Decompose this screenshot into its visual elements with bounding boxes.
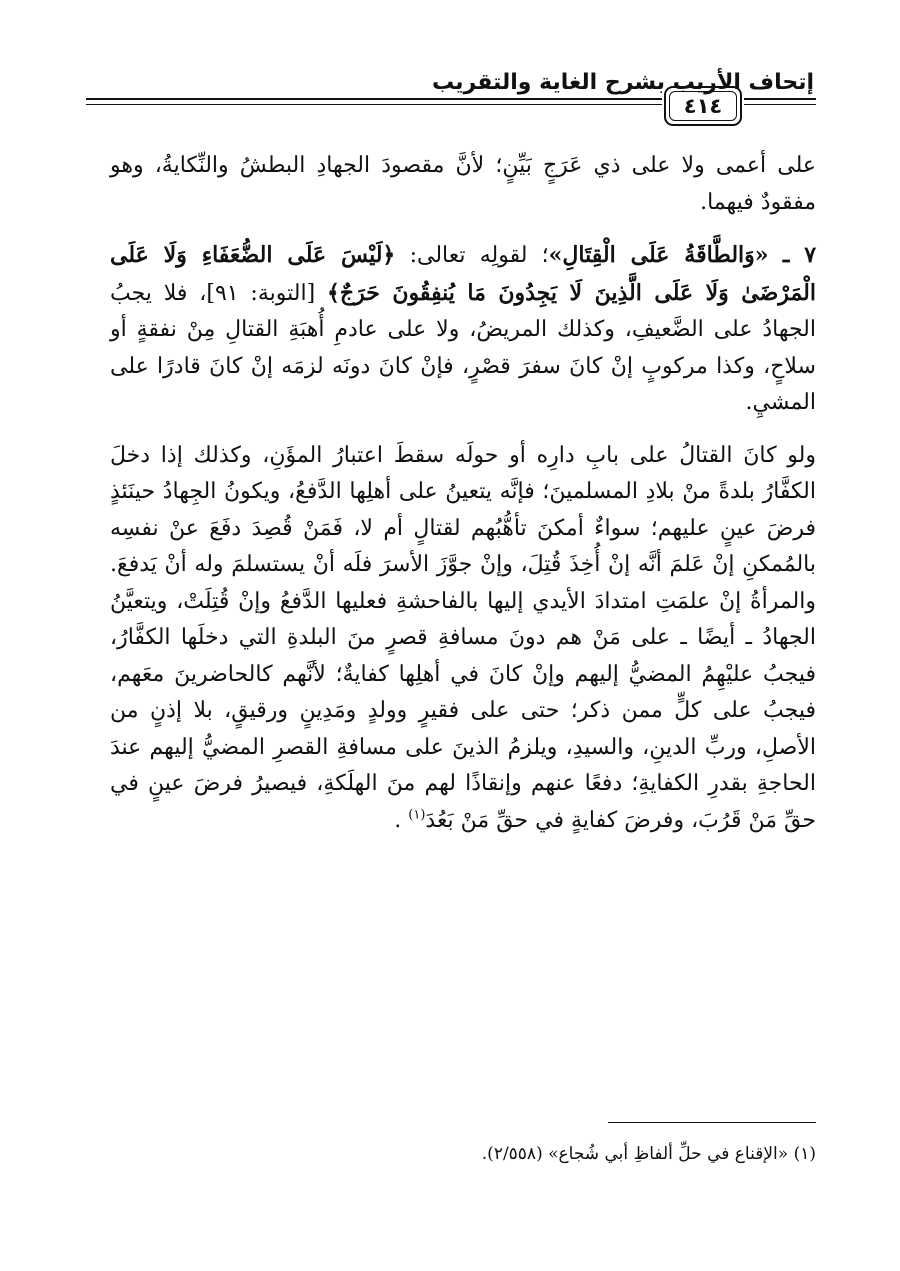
header-rule-right-thin [744, 104, 816, 105]
header-rule-left [86, 98, 662, 100]
paragraph-2 [110, 237, 816, 422]
paragraph-3-end: . [394, 807, 409, 833]
quran-verse: ﴿لَيْسَ عَلَى الضُّعَفَاءِ وَلَا عَلَى الْمَرْضَىٰ وَلَا عَلَى الَّذِينَ لَا يَجِدُونَ مَا يُنفِقُونَ حَرَجٌ﴾ [110, 242, 816, 306]
footnote-reference: (١) [408, 807, 426, 823]
item-heading: «وَالطَّاقَةُ عَلَى الْقِتَالِ» [548, 242, 769, 268]
paragraph-3 [110, 438, 816, 840]
paragraph-1: على أعمى ولا على ذي عَرَجٍ بَيِّنٍ؛ لأنَّ مقصودَ الجهادِ البطشُ والنِّكايةُ، وهو مفقودٌ فيهما. [110, 153, 816, 215]
header-rule-left-thin [86, 104, 662, 105]
page-number-box [664, 86, 742, 126]
item-explanation: [التوبة: ٩١]، فلا يجبُ الجهادُ على الضَّعيفِ، وكذلك المريضُ، ولا على عادمِ أُهبَةِ القتالِ مِنْ نفقةٍ أو سلاحٍ، وكذا مركوبٍ إنْ كانَ سفرَ قصْرٍ، فإنْ كانَ دونَه لزمَه إنْ كانَ قادرًا على المشيِ. [110, 280, 816, 415]
footnote: (١) «الإقناع في حلِّ ألفاظِ أبي شُجاع» (٢/٥٥٨). [481, 1144, 816, 1164]
footnote-separator [608, 1122, 816, 1123]
paragraph-3-text: ولو كانَ القتالُ على بابِ دارِه أو حولَه سقطَ اعتبارُ المؤَنِ، وكذلك إذا دخلَ الكفَّارُ بلدةً منْ بلادِ المسلمينَ؛ فإنَّه يتعينُ على أهلِها الدَّفعُ، ويكونُ الجِهادُ حينَئذٍ فرضَ عينٍ عليهم؛ سواءٌ أمكنَ تأهُّبُهم لقتالٍ أم لا، فَمَنْ قُصِدَ دفَعَ عنْ نفسِه بالمُمكنِ إنْ عَلمَ أنَّه إنْ أُخِذَ قُتِلَ، وإنْ جوَّزَ الأسرَ فلَه أنْ يستسلمَ وله أنْ يَدفعَ. والمرأةُ إنْ علمَتِ امتدادَ الأيدي إليها بالفاحشةِ فعليها الدَّفعُ وإنْ قُتِلَتْ، ويتعيَّنُ الجهادُ ـ أيضًا ـ على مَنْ هم دونَ مسافةِ قصرٍ منَ البلدةِ التي دخلَها الكفَّارُ، فيجبُ عليْهِمُ المضيُّ إليهم وإنْ كانَ في أهلِها كفايةٌ؛ لأنَّهم كالحاضرينَ معَهم، فيجبُ على كلٍّ ممن ذكر؛ حتى على فقيرٍ وولدٍ ومَدِينٍ ورقيقٍ، بلا إذنٍ من الأصلِ، وربِّ الدينِ، والسيدِ، ويلزمُ الذينَ على مسافةِ القصرِ المضيُّ إليهم عندَ الحاجةِ بقدرِ الكفايةِ؛ دفعًا عنهم وإنقاذًا لهم منَ الهلَكةِ، فيصيرُ فرضَ عينٍ في حقِّ مَنْ قَرُبَ، وفرضَ كفايةٍ في حقِّ مَنْ بَعُدَ [110, 442, 816, 833]
header-rule-right [744, 98, 816, 100]
item-intro: ؛ لقولِه تعالى: [409, 243, 549, 268]
page-number: ٤١٤ [669, 91, 737, 121]
running-title: إتحاف الأريب بشرح الغاية والتقريب [431, 70, 814, 95]
main-text [110, 148, 816, 839]
item-number: ٧ ـ [782, 242, 817, 268]
